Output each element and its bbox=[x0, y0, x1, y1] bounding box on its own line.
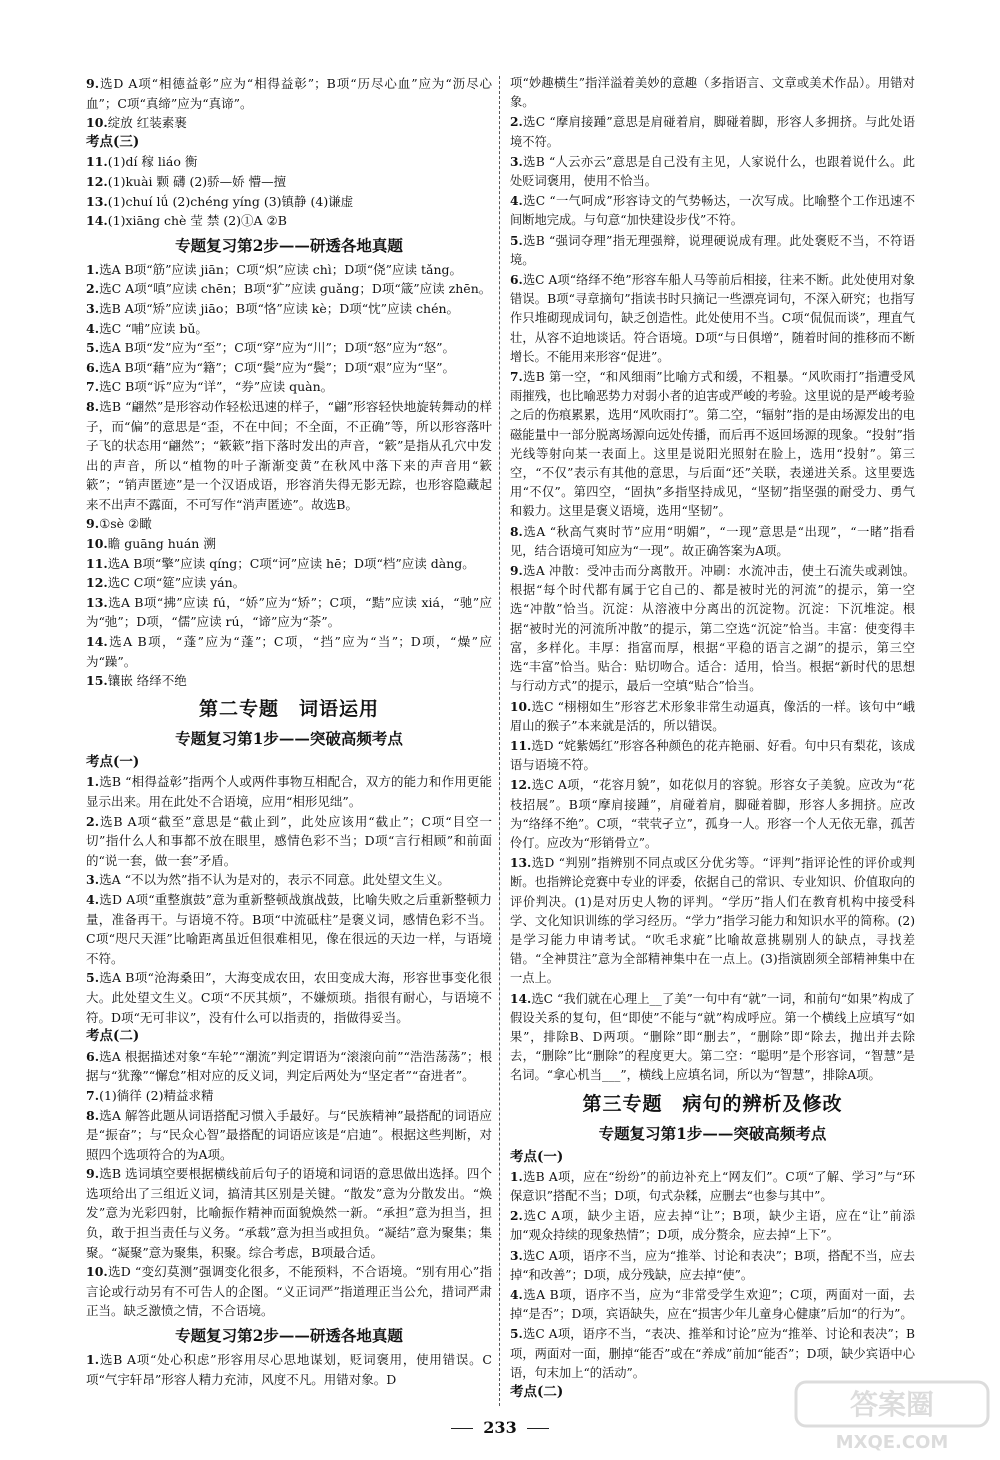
column-divider bbox=[499, 76, 500, 1406]
watermark-logo bbox=[792, 1376, 992, 1456]
subsection-title: 专题复习第1步——突破高频考点 bbox=[175, 728, 403, 748]
entry-number: 10. bbox=[86, 115, 108, 131]
answer-entry bbox=[86, 113, 492, 133]
entry-text: 选A B项，语序不当，应为“非常受学生欢迎”；C项，两面对一面，去掉“是否”；D项，宾语缺失，应在“损害少年儿童身心健康”后加“的行为”。 bbox=[510, 1287, 915, 1322]
entry-number: 2. bbox=[510, 1208, 523, 1224]
answer-entry bbox=[86, 870, 492, 890]
entry-number: 14. bbox=[86, 213, 108, 229]
answer-entry bbox=[86, 671, 492, 691]
answer-entry bbox=[510, 1206, 915, 1245]
answer-entry bbox=[510, 1285, 915, 1324]
entry-text: 选A B项，“蓬”应为“蓬”；C项，“挡”应为“当”；D项，“燥”应为“躁”。 bbox=[86, 634, 492, 669]
keypoint-heading: 考点(一) bbox=[510, 1148, 564, 1165]
entry-number: 13. bbox=[510, 855, 532, 871]
answer-entry bbox=[510, 270, 915, 367]
entry-text: 选A B项“拂”应读 fú，“娇”应为“矫”；C项，“黠”应读 xiá，“驰”应为“弛”；D项，“儒”应读 rú，“谛”应为“荼”。 bbox=[86, 594, 492, 630]
entry-number: 7. bbox=[86, 379, 100, 395]
entry-text: 选B “强词夺理”指无理强辩，说理硬说成有理。此处褒贬不当，不符语境。 bbox=[510, 233, 915, 267]
entry-text: 选B 选词填空要根据横线前后句子的语境和词语的意思做出选择。四个选项给出了三组近义词，搞清其区别是关键。“散发”意为分散发出。“焕发”意为光彩四射，比喻振作精神而面貌焕然一新。“承担”意为担当，担负，敢于担当责任与义务。“承载”意为担当或担负。“凝结”意为聚集；集聚。“凝聚”意为聚集，积聚。综合考虑，B项最合适。 bbox=[86, 1166, 492, 1260]
answer-entry bbox=[510, 112, 915, 151]
answer-entry bbox=[510, 1246, 915, 1285]
entry-number: 8. bbox=[510, 523, 523, 539]
entry-number: 3. bbox=[86, 300, 100, 316]
keypoint-heading: 考点(二) bbox=[86, 1028, 140, 1045]
answer-entry bbox=[86, 890, 492, 968]
footer-dash-right bbox=[527, 1428, 549, 1429]
entry-number: 3. bbox=[510, 1247, 523, 1263]
keypoint-heading: 考点(二) bbox=[510, 1384, 564, 1400]
keypoint-heading: 考点(一) bbox=[86, 753, 140, 770]
entry-text: 选C “我们就在心理上__了美”一句中有“就”一词，和前句“如果”构成了假设关系的复句，但“即使”不能与“就”构成呼应。第一个横线上应填写“如果”，排除B、D两项。“删除”即“删去”，“删除”即“除去，抛出并去除去，“删除”比“删除”的程度更大。第二空：“聪明”是个形容词，“智慧”是名词。“拿心机当___”，横线上应填名词，所以为“智慧”，排除A项。 bbox=[510, 991, 915, 1083]
answer-entry bbox=[86, 812, 492, 871]
entry-number: 13. bbox=[86, 594, 108, 610]
answer-entry bbox=[86, 279, 492, 299]
entry-number: 7. bbox=[86, 1087, 100, 1103]
answer-entry bbox=[86, 1262, 492, 1321]
entry-text: 选A B项“藉”应为“籍”；C项“鬓”应为“鬓”；D项“艰”应为“坚”。 bbox=[99, 359, 456, 375]
answer-entry bbox=[86, 1350, 492, 1389]
answer-entry bbox=[510, 561, 915, 696]
entry-text: 选B A项“处心积虑”形容用尽心思地谋划，贬词褒用，使用错误。C项“气宇轩昂”形容人精力充沛，风度不凡。用错对象。D bbox=[86, 1352, 492, 1387]
answer-entry bbox=[510, 191, 915, 230]
answer-entry bbox=[86, 1086, 492, 1106]
entry-text: (1)xiāng chè 莹 禁 (2)①A ②B bbox=[107, 213, 287, 229]
answer-entry bbox=[510, 1167, 915, 1206]
answer-entry bbox=[86, 593, 492, 632]
answer-entry bbox=[86, 772, 492, 811]
answer-entry bbox=[86, 632, 492, 671]
entry-number: 9. bbox=[86, 76, 100, 91]
entry-number: 11. bbox=[510, 737, 532, 753]
section-title: 第三专题 病句的辨析及修改 bbox=[582, 1092, 843, 1115]
entry-number: 13. bbox=[86, 193, 108, 209]
entry-text: 选B 第一空，“和风细雨”比喻方式和缓，不粗暴。“风吹雨打”指遭受风雨摧残，也比喻恶势力对弱小者的迫害或严峻的考验。这里说的是严峻考验之后的伤痕累累，选用“风吹雨打”。第二空，“辐射”指的是由场源发出的电磁能量中一部分脱离场源向远处传播，而后再不返回场源的现象。“投射”指光线等射向某一表面上。这里是说阳光照射在脸上，选用“投射”。第三空，“不仅”表示有其他的意思，与后面“还”关联，表递进关系。这里要选用“不仅”。第四空，“固执”多指坚持成见，“坚韧”指坚强的耐受力、勇气和毅力。这里是褒义语境，选用“坚韧”。 bbox=[510, 370, 915, 519]
answer-entry bbox=[86, 573, 492, 593]
entry-number: 8. bbox=[86, 398, 100, 414]
entry-number: 2. bbox=[86, 281, 100, 297]
answer-entry bbox=[510, 1324, 915, 1383]
entry-number: 10. bbox=[86, 1264, 108, 1280]
entry-number: 7. bbox=[510, 369, 523, 385]
entry-text: 选A B项“筋”应读 jiān；C项“炽”应读 chì；D项“侥”应读 tǎng。 bbox=[99, 261, 463, 277]
entry-number: 10. bbox=[510, 698, 532, 714]
entry-text: 选A 冲散：受冲击而分离散开。冲刷：水流冲击，使土石流失或剥蚀。根据“每个时代都有属于它自己的、都是被时光的河流”的提示，第一空选“冲散”恰当。沉淀：从溶液中分离出的沉淀物。沉淀：下沉堆淀。根据“被时光的河流所冲散”的提示，第二空选“沉淀”恰当。丰富：使变得丰富，多样化。丰厚：指富而厚，根据“平稳的语言之湖”的提示，第三空选“丰富”恰当。贴合：贴切吻合。适合：适用，恰当。根据“新时代的思想与行动方式”的提示，最后一空填“贴合”恰当。 bbox=[510, 564, 915, 694]
entry-text: 绽放 红装素裹 bbox=[107, 115, 187, 131]
answer-entry bbox=[86, 319, 492, 339]
answer-entry bbox=[510, 152, 915, 191]
entry-text: 选A 根据描述对象“车轮”“潮流”判定谓语为“滚滚向前”“浩浩荡荡”；根据与“犹豫”“懈怠”相对应的反义词，判定后两处为“坚定者”“奋进者”。 bbox=[86, 1048, 492, 1084]
answer-entry bbox=[86, 338, 492, 358]
entry-number: 2. bbox=[86, 813, 100, 829]
entry-number: 5. bbox=[510, 1326, 523, 1342]
answer-entry bbox=[86, 152, 492, 172]
entry-text: 选D “姹紫嫣红”形容各种颜色的花卉艳丽、好看。句中只有梨花，该成语与语境不符。 bbox=[510, 738, 915, 773]
entry-text: 选B “翩然”是形容动作轻松迅速的样子，“翩”形容轻快地旋转舞动的样子，而“偏”的意思是“歪，不在中间；不全面，不正确”等，所以形容落叶子飞的状态用“翩然”；“簌簌”指下落时发出的声音，“簌”是指从孔穴中发出的声音，所以“植物的叶子渐渐变黄”在秋风中落下来的声音用“簌簌”；“销声匿迹”是一个汉语成语，形容消失得无影无踪，也形容隐藏起来不出声不露面，不可写作“消声匿迹”。故选B。 bbox=[86, 398, 492, 512]
entry-text: 选A “秋高气爽时节”应用“明媚”，“一现”意思是“出现”，“一睹”指看见，结合语境可知应为“一现”。故正确答案为A项。 bbox=[510, 524, 915, 558]
entry-number: 6. bbox=[86, 1048, 100, 1064]
entry-number: 3. bbox=[510, 153, 523, 169]
answer-entry bbox=[86, 211, 492, 231]
entry-number: 6. bbox=[86, 359, 100, 375]
answer-entry bbox=[510, 697, 915, 736]
answer-entry bbox=[510, 367, 915, 522]
entry-text: (1)chuí lǘ (2)chéng yíng (3)镇静 (4)谦虚 bbox=[107, 193, 354, 209]
entry-number: 4. bbox=[510, 193, 523, 209]
answer-entry bbox=[510, 989, 915, 1086]
entry-text: 选C A项，语序不当，应为“推举、讨论和表决”；B项，搭配不当，应去掉“和改善”；D项，成分残缺，应去掉“使”。 bbox=[510, 1248, 915, 1282]
right-column bbox=[510, 74, 915, 1402]
answer-entry bbox=[86, 554, 492, 574]
watermark-url: MXQE.COM bbox=[835, 1432, 949, 1453]
entry-number: 12. bbox=[86, 173, 108, 189]
entry-number: 8. bbox=[86, 1107, 100, 1123]
entry-number: 14. bbox=[510, 990, 532, 1006]
answer-entry bbox=[510, 853, 915, 988]
entry-text: ①sè ②瞰 bbox=[99, 516, 152, 532]
entry-text: 选A 解答此题从词语搭配习惯入手最好。与“民族精神”最搭配的词语应是“振奋”；与“民众心智”最搭配的词语应该是“启迪”。根据这些判断，对照四个选项符合的为A项。 bbox=[86, 1107, 492, 1162]
keypoint-heading: 考点(三) bbox=[86, 133, 140, 150]
answer-entry bbox=[86, 358, 492, 378]
entry-text: 选A B项“擎”应读 qíng；C项“诃”应读 hē；D项“档”应读 dàng。 bbox=[107, 555, 475, 571]
entry-number: 1. bbox=[86, 774, 100, 790]
answer-entry bbox=[86, 534, 492, 554]
entry-text: 选A B项“发”应为“至”；C项“穿”应为“川”；D项“怒”应为“怒”。 bbox=[99, 340, 456, 356]
entry-number: 4. bbox=[86, 891, 100, 907]
entry-text: 选A “不以为然”指不认为是对的，表示不同意。此处望文生义。 bbox=[99, 872, 450, 888]
entry-text: 选D A项“相德益彰”应为“相得益彰”；B项“历尽心血”应为“沥尽心血”；C项“真缔”应为“真谛”。 bbox=[86, 76, 492, 111]
subsection-title: 专题复习第1步——突破高频考点 bbox=[598, 1123, 827, 1143]
section-title: 第二专题 词语运用 bbox=[198, 697, 379, 720]
footer-dash-left bbox=[451, 1428, 473, 1429]
entry-text: 选D “变幻莫测”强调变化很多，不能预料，不合语境。“别有用心”指言论或行动另有不可告人的企图。“义正词严”指道理正当公允，措词严肃正当。缺乏激愤之情，不合语境。 bbox=[86, 1264, 492, 1319]
entry-text: 选C “一气呵成”形容诗文的气势畅达，一次写成。比喻整个工作迅速不间断地完成。与句意“加快建设步伐”不符。 bbox=[510, 194, 915, 228]
answer-entry bbox=[86, 968, 492, 1027]
entry-text: 选C A项，语序不当，“表决、推举和讨论”应为“推举、讨论和表决”；B项，两面对一面，删掉“能否”或在“养成”前加“能否”；D项，缺少宾语中心语，句末加上“的活动”。 bbox=[510, 1327, 915, 1380]
answer-entry bbox=[86, 397, 492, 515]
entry-text: 选C “摩肩接踵”意思是肩碰着肩，脚碰着脚，形容人多拥挤。与此处语境不符。 bbox=[510, 115, 915, 149]
entry-number: 1. bbox=[510, 1168, 523, 1184]
answer-entry bbox=[86, 377, 492, 397]
subsection-title: 专题复习第2步——研透各地真题 bbox=[175, 1326, 403, 1346]
answer-entry bbox=[86, 514, 492, 534]
answer-entry bbox=[86, 299, 492, 319]
page-number: 233 bbox=[483, 1418, 517, 1437]
entry-number: 1. bbox=[86, 1352, 100, 1368]
entry-text: 选C A项，“花容月貌”，如花似月的容貌。形容女子美貌。应改为“花枝招展”。B项“摩肩接踵”，肩碰着肩，脚碰着脚，形容人多拥挤。应改为“络绎不绝”。C项，“茕茕孑立”，孤身一人。形容一个人无依无靠，孤苦伶仃。应改为“形销骨立”。 bbox=[510, 778, 915, 850]
entry-text: 选D “判别”指辨别不同点或区分优劣等。“评判”指评论性的评价或判断。也指辨论竞赛中专业的评委，依据自己的常识、专业知识、价值取向的评价判决。(1)是对历史人物的评判。“学历”指人们在教育机构中接受科学、文化知识训练的学习经历。“学力”指学习能力和知识水平的简称。(2)是学习能力申请考试。“吹毛求疵”比喻故意挑剔别人的缺点，寻找差错。“全神贯注”意为全部精神集中在一点上。(3)指演剧须全部精神集中在一点上。 bbox=[510, 856, 915, 986]
answer-entry bbox=[510, 231, 915, 270]
answer-entry bbox=[86, 1047, 492, 1086]
answer-entry bbox=[510, 522, 915, 561]
entry-text: (1)徜徉 (2)精益求精 bbox=[99, 1087, 214, 1103]
entry-number: 11. bbox=[86, 555, 108, 571]
answer-entry bbox=[510, 74, 915, 112]
entry-number: 9. bbox=[86, 1166, 100, 1182]
entry-text: 选C “哺”应读 bǔ。 bbox=[99, 320, 208, 336]
entry-number: 4. bbox=[86, 320, 100, 336]
entry-number: 15. bbox=[86, 673, 108, 689]
answer-entry bbox=[86, 1106, 492, 1165]
answer-entry bbox=[86, 172, 492, 192]
answer-entry bbox=[510, 736, 915, 775]
entry-number: 10. bbox=[86, 536, 108, 552]
entry-text: 选C B项“诉”应为“详”，“券”应读 quàn。 bbox=[99, 379, 334, 395]
entry-number: 3. bbox=[86, 872, 100, 888]
answer-entry bbox=[510, 775, 915, 853]
entry-text: 项“妙趣横生”指洋溢着美妙的意趣（多指语言、文章或美术作品）。用错对象。 bbox=[510, 76, 915, 110]
entry-number: 5. bbox=[86, 340, 100, 356]
entry-text: 瞻 guāng huán 溯 bbox=[107, 536, 216, 552]
entry-number: 6. bbox=[510, 272, 523, 288]
entry-number: 9. bbox=[86, 516, 100, 532]
answer-entry bbox=[86, 1164, 492, 1262]
entry-text: (1)dí 稼 liáo 衡 bbox=[107, 154, 198, 170]
entry-text: 选B A项“矫”应读 jiāo；B项“恪”应读 kè；D项“忱”应读 chén。 bbox=[99, 300, 460, 316]
entry-text: 选B “相得益彰”指两个人或两件事物互相配合，双方的能力和作用更能显示出来。用在此处不合语境，应用“相形见绌”。 bbox=[86, 774, 492, 809]
entry-text: 选C “栩栩如生”形容艺术形象非常生动逼真，像活的一样。该句中“峨眉山的猴子”本来就是活的，所以错误。 bbox=[510, 699, 915, 733]
entry-number: 5. bbox=[86, 970, 100, 986]
entry-number: 2. bbox=[510, 114, 523, 130]
answer-entry bbox=[86, 192, 492, 212]
entry-number: 4. bbox=[510, 1286, 523, 1302]
entry-text: 选C A项，缺少主语，应去掉“让”；B项，缺少主语，应在“让”前添加“观众持续的现象热情”；D项，成分赘余，应去掉“上下”。 bbox=[510, 1209, 915, 1243]
subsection-title: 专题复习第2步——研透各地真题 bbox=[175, 235, 403, 255]
entry-text: 选C A项“嗔”应读 chēn；B项“犷”应读 guǎng；D项“箴”应读 zhēn。 bbox=[99, 281, 492, 297]
entry-text: 选C C项“筵”应读 yán。 bbox=[107, 575, 246, 591]
entry-text: (1)kuài 颗 礴 (2)骄—娇 懵—擅 bbox=[107, 173, 287, 189]
entry-number: 5. bbox=[510, 232, 523, 248]
entry-number: 11. bbox=[86, 154, 108, 170]
entry-text: 选C A项“络绎不绝”形容车船人马等前后相接，往来不断。此处使用对象错误。B项“寻章摘句”指读书时只摘记一些漂亮词句，不深入研究；也指写作只堆砌现成词句，缺乏创造性。此处使用不当。C项“侃侃而谈”，理直气壮，从容不迫地谈话。符合语境。D项“与日俱增”，随着时间的推移而不断增长。不能用来形容“促进”。 bbox=[510, 273, 915, 364]
entry-number: 12. bbox=[510, 777, 532, 793]
entry-number: 12. bbox=[86, 575, 108, 591]
left-column bbox=[86, 74, 492, 1389]
entry-number: 9. bbox=[510, 563, 523, 579]
entry-text: 选B “人云亦云”意思是自己没有主见，人家说什么，也跟着说什么。此处贬词褒用，使用不恰当。 bbox=[510, 154, 915, 189]
entry-text: 选D A项“重整旗鼓”意为重新整顿战旗战鼓，比喻失败之后重新整顿力量，准备再干。与语境不符。B项“中流砥柱”是褒义词，感情色彩不当。C项“咫尺天涯”比喻距离虽近但很难相见，像在很远的天边一样，与语境不符。 bbox=[86, 891, 492, 966]
entry-text: 选B A项“截至”意思是“截止到”，此处应该用“截止”；C项“目空一切”指什么人和事都不放在眼里，感情色彩不当；D项“言行相顾”和前面的“说一套，做一套”矛盾。 bbox=[86, 813, 492, 868]
entry-text: 镶嵌 络绎不绝 bbox=[107, 673, 187, 689]
answer-entry bbox=[86, 74, 492, 113]
entry-text: 选A B项“沧海桑田”，大海变成农田，农田变成大海，形容世事变化很大。此处望文生义。C项“不厌其烦”，不嫌烦琐。指很有耐心，与语境不符。D项“无可非议”，没有什么可以指责的，指做得妥当。 bbox=[86, 970, 492, 1025]
answer-entry bbox=[86, 260, 492, 280]
entry-number: 14. bbox=[86, 634, 108, 650]
entry-text: 选B A项，应在“纷纷”的前边补充上“网友们”。C项“了解、学习”与“环保意识”搭配不当；D项，句式杂糅，应删去“也参与其中”。 bbox=[510, 1169, 915, 1203]
watermark-title: 答案圈 bbox=[849, 1388, 935, 1421]
entry-number: 1. bbox=[86, 261, 100, 277]
